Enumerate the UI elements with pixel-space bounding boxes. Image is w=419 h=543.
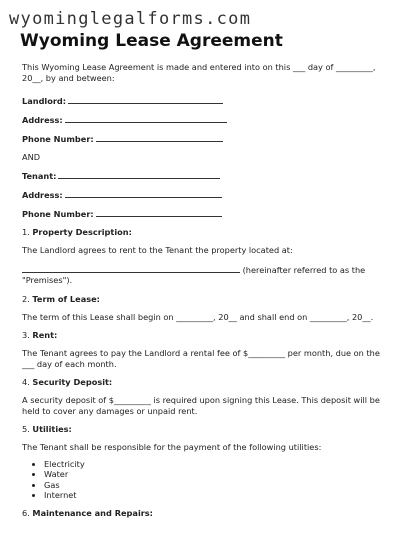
section-title: Utilities:: [32, 424, 72, 434]
section-title: Term of Lease:: [32, 293, 100, 304]
section-title: Rent:: [32, 330, 58, 340]
section-heading-property: [22, 227, 382, 238]
section-heading-utilities: [22, 424, 382, 435]
section-text-continued: (hereinafter referred to as the: [240, 264, 366, 275]
section-text: The Tenant agrees to pay the Landlord a rental fee of $_________ per month, due on the: [22, 348, 380, 358]
landlord-phone-field: [22, 133, 382, 145]
tenant-label: Tenant:: [22, 171, 57, 181]
section-number: 1.: [22, 227, 30, 237]
and-text: AND: [22, 152, 41, 162]
section-text: A security deposit of $_________ is required upon signing this Lease. This deposit will be: [22, 395, 380, 405]
section-number: 2.: [22, 293, 30, 304]
tenant-field: [22, 170, 382, 182]
landlord-field: [22, 95, 382, 107]
landlord-address-blank[interactable]: [65, 114, 227, 123]
list-item: • Internet: [44, 490, 382, 501]
section-text: The Tenant shall be responsible for the payment of the following utilities:: [22, 442, 322, 452]
section-heading-rent: [22, 330, 382, 341]
tenant-address-label: Address:: [22, 190, 63, 200]
landlord-blank[interactable]: [68, 95, 223, 104]
section-text-continued: ___ day of each month.: [22, 358, 117, 369]
landlord-phone-label: Phone Number:: [22, 134, 94, 144]
section-text: The Landlord agrees to rent to the Tenant the property located at:: [22, 245, 293, 255]
intro-line-2: 20__, by and between:: [22, 72, 115, 83]
section-number: 6.: [22, 507, 30, 518]
property-address-blank[interactable]: [22, 264, 240, 273]
landlord-address-label: Address:: [22, 115, 63, 125]
tenant-phone-label: Phone Number:: [22, 209, 94, 219]
intro-line-1: This Wyoming Lease Agreement is made and entered into on this ___ day of _________,: [22, 62, 376, 72]
section-text-continued: held to cover any damages or unpaid rent.: [22, 405, 198, 416]
section-heading-term: [22, 294, 382, 305]
property-address-line: [22, 264, 382, 276]
section-title: Property Description:: [32, 227, 132, 237]
tenant-phone-field: [22, 208, 382, 220]
section-number: 3.: [22, 330, 30, 340]
list-item: • Gas: [44, 480, 382, 491]
document-title: Wyoming Lease Agreement: [20, 31, 283, 51]
utilities-list: [22, 459, 382, 501]
list-item: • Water: [44, 469, 382, 480]
section-title: Security Deposit:: [32, 377, 113, 387]
section-number: 4.: [22, 377, 30, 387]
tenant-address-field: [22, 189, 382, 201]
tenant-address-blank[interactable]: [65, 189, 222, 198]
list-item: • Electricity: [44, 459, 382, 470]
section-text-end: "Premises").: [22, 275, 73, 285]
tenant-blank[interactable]: [58, 170, 220, 179]
landlord-address-field: [22, 114, 382, 126]
section-number: 5.: [22, 424, 30, 434]
watermark: wyominglegalforms.com: [9, 9, 252, 29]
landlord-label: Landlord:: [22, 96, 67, 106]
section-heading-deposit: [22, 377, 382, 388]
landlord-phone-blank[interactable]: [96, 133, 223, 142]
section-title: Maintenance and Repairs:: [32, 507, 153, 518]
tenant-phone-blank[interactable]: [96, 208, 222, 217]
section-text: The term of this Lease shall begin on _________, 20__ and shall end on _________, 20__.: [22, 311, 374, 322]
section-heading-maintenance: [22, 508, 382, 519]
document-body: [22, 62, 382, 526]
